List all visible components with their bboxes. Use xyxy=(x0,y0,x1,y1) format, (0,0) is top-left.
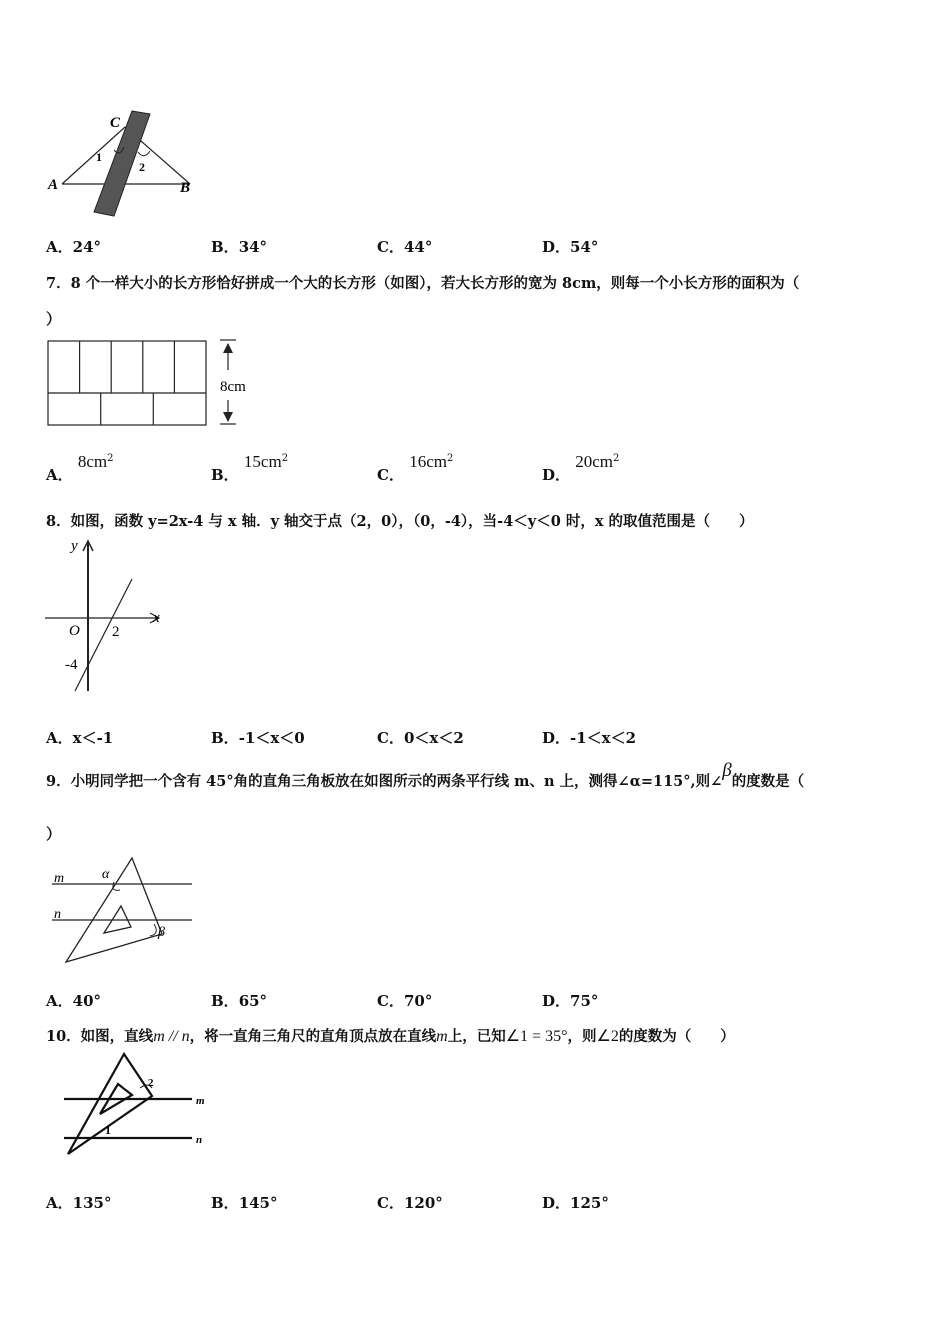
q8-option-b[interactable]: B．-1＜x＜0 xyxy=(211,729,305,747)
angle-2-arc xyxy=(138,151,150,156)
label-n: n xyxy=(196,1134,203,1146)
beta-symbol: β xyxy=(722,760,732,781)
label-angle-1: 1 xyxy=(105,1123,111,1137)
q7-option-c[interactable]: C． $16cm^2$ xyxy=(377,452,454,484)
q10-option-a[interactable]: A．135° xyxy=(46,1194,112,1212)
label-a: A xyxy=(48,177,59,193)
label-alpha: α xyxy=(102,867,110,882)
q9-text: 9．小明同学把一个含有 45°角的直角三角板放在如图所示的两条平行线 m、n 上，测得∠α=115°,则∠β的度数是（ xyxy=(46,760,805,790)
label-angle-2: 2 xyxy=(139,160,145,174)
q7-text-line2: ） xyxy=(46,310,62,328)
q8-text: 8．如图，函数 y=2x-4 与 x 轴．y 轴交于点（2，0），（0，-4），当-4＜y＜0 时，x 的取值范围是（ ） xyxy=(46,513,754,530)
label-angle-1: 1 xyxy=(96,150,102,164)
q6-option-a[interactable]: A．24° xyxy=(46,238,102,256)
q7-option-a[interactable]: A． $8cm^2$ xyxy=(46,452,114,484)
label-y: y xyxy=(71,538,78,554)
label-m: m xyxy=(54,871,65,886)
q8-figure xyxy=(40,533,170,695)
q10-option-d[interactable]: D．125° xyxy=(542,1194,609,1212)
q6-option-c[interactable]: C．44° xyxy=(377,238,433,256)
q7-text-line1: 7．8 个一样大小的长方形恰好拼成一个大的长方形（如图），若大长方形的宽为 8cm，则每一个小长方形的面积为（ xyxy=(46,275,800,292)
outer-triangle xyxy=(66,858,162,962)
label-m: m xyxy=(196,1095,205,1107)
q10-figure xyxy=(56,1048,216,1160)
label-origin: O xyxy=(69,623,80,639)
arrow-up-head xyxy=(223,343,233,353)
q7-figure xyxy=(44,336,259,430)
q9-option-c[interactable]: C．70° xyxy=(377,992,433,1010)
label-angle-2: 2 xyxy=(148,1077,154,1089)
arrow-down-head xyxy=(223,412,233,422)
q6-option-d[interactable]: D．54° xyxy=(542,238,599,256)
q6-option-b[interactable]: B．34° xyxy=(211,238,268,256)
function-line xyxy=(75,579,132,691)
big-rectangle xyxy=(48,341,206,425)
q7-option-b[interactable]: B． $15cm^2$ xyxy=(211,452,289,484)
q9-option-d[interactable]: D．75° xyxy=(542,992,599,1010)
beta-arc xyxy=(150,924,156,936)
q10-text: 10．如图，直线m // n，将一直角三角尺的直角顶点放在直线m上，已知∠1 = 35°，则∠2的度数为（ ） xyxy=(46,1028,735,1045)
label-two: 2 xyxy=(112,624,120,640)
q9-option-b[interactable]: B．65° xyxy=(211,992,268,1010)
q9-option-a[interactable]: A．40° xyxy=(46,992,102,1010)
q10-option-b[interactable]: B．145° xyxy=(211,1194,278,1212)
label-x: x xyxy=(153,610,160,626)
q9-figure xyxy=(44,854,204,972)
q8-option-a[interactable]: A．x＜-1 xyxy=(46,729,114,747)
label-neg4: -4 xyxy=(65,657,78,673)
width-label: 8cm xyxy=(220,379,246,395)
q6-figure xyxy=(40,105,210,220)
q10-option-c[interactable]: C．120° xyxy=(377,1194,443,1212)
label-beta: β xyxy=(158,925,165,940)
label-c: C xyxy=(110,115,121,131)
q7-option-d[interactable]: D． $20cm^2$ xyxy=(542,452,620,484)
q9-text-line2: ） xyxy=(46,825,62,843)
label-n: n xyxy=(54,907,61,922)
q8-option-d[interactable]: D．-1＜x＜2 xyxy=(542,729,637,747)
label-b: B xyxy=(180,180,191,196)
q8-option-c[interactable]: C．0＜x＜2 xyxy=(377,729,464,747)
